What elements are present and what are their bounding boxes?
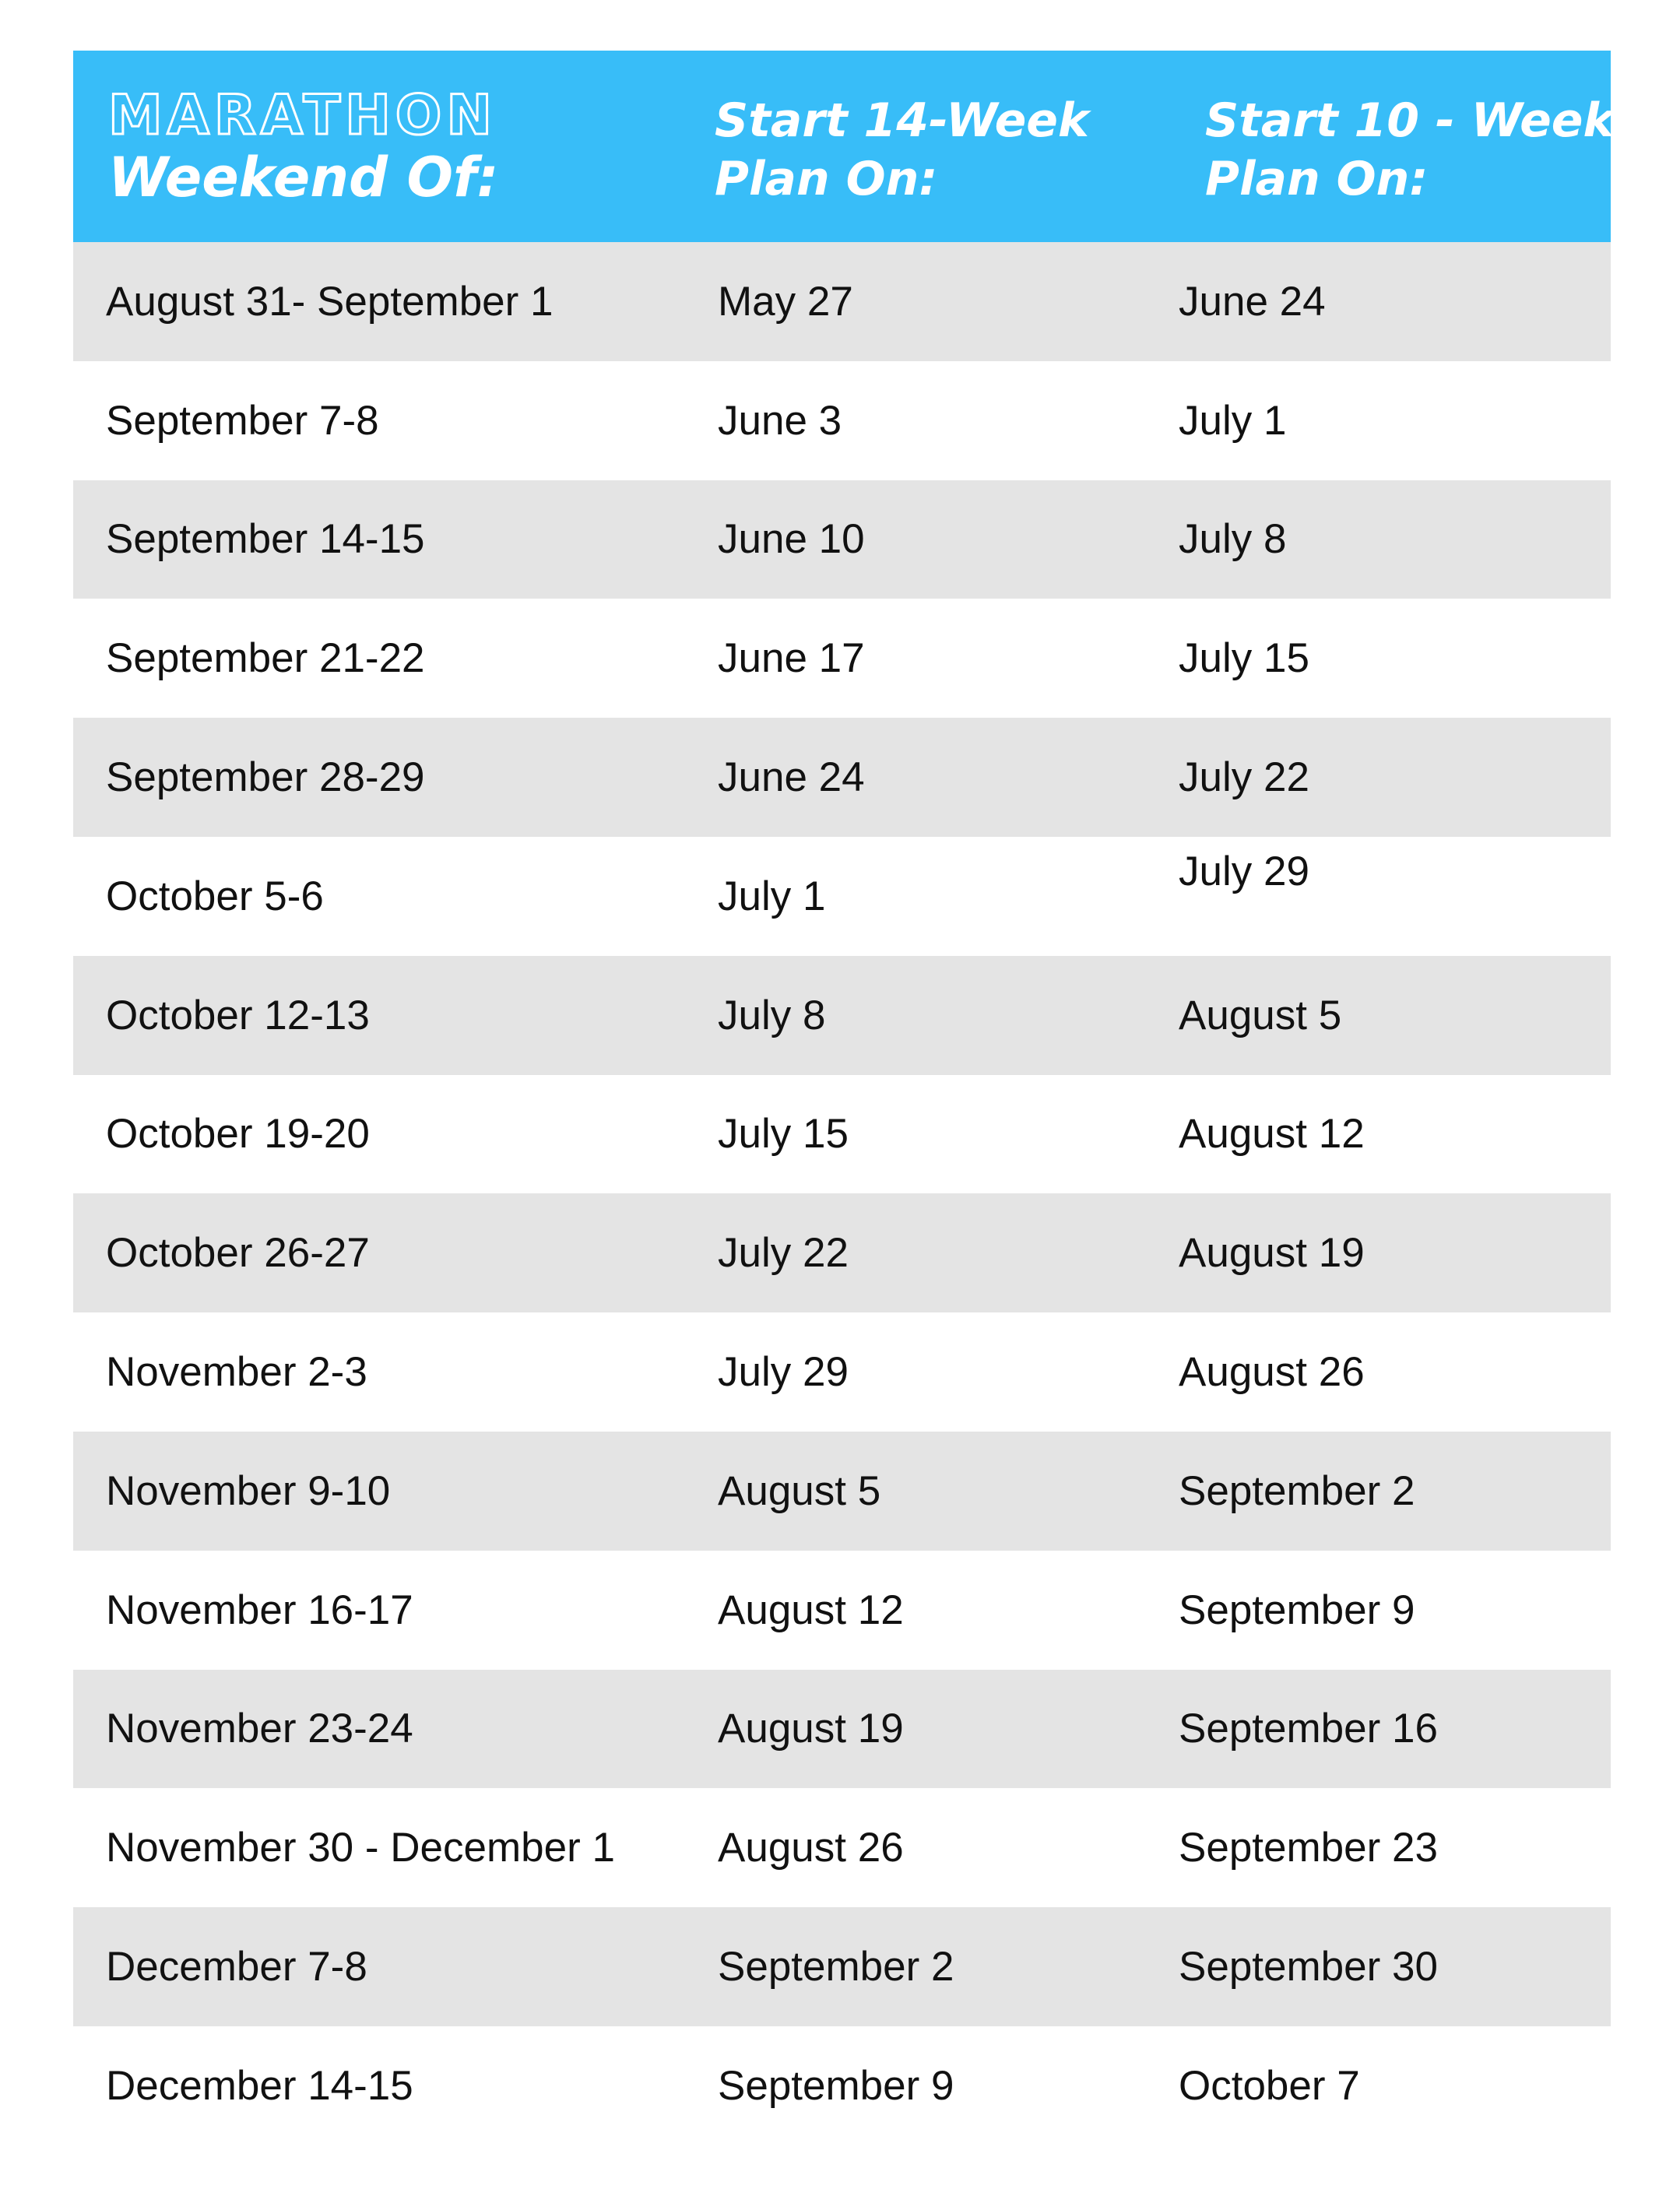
table-row: [73, 1432, 1611, 1551]
header-marathon-word: MARATHON: [108, 83, 497, 147]
start-10-week-cell: July 1: [1179, 397, 1287, 444]
start-10-week-cell: July 29: [1179, 848, 1309, 894]
weekend-cell: December 7-8: [106, 1944, 367, 1990]
start-10-week-cell: August 19: [1179, 1230, 1365, 1277]
start-14-week-cell: May 27: [718, 278, 853, 325]
table-row: [73, 1788, 1611, 1907]
start-10-week-cell: July 22: [1179, 754, 1309, 801]
start-14-week-cell: June 10: [718, 516, 865, 563]
weekend-cell: September 14-15: [106, 516, 425, 563]
table-row: [73, 2026, 1611, 2145]
start-14-week-cell: July 8: [718, 992, 826, 1038]
start-14-week-cell: June 17: [718, 635, 865, 682]
start-14-week-cell: August 26: [718, 1825, 904, 1871]
table-row: [73, 718, 1611, 837]
table-row: [73, 837, 1611, 956]
header-weekend-column: [108, 51, 715, 242]
table-row: [73, 1312, 1611, 1432]
start-10-week-cell: August 12: [1179, 1111, 1365, 1158]
start-10-week-cell: August 5: [1179, 992, 1342, 1038]
start-10-week-cell: September 16: [1179, 1706, 1438, 1752]
header-14-week-line2: Plan On:: [715, 152, 938, 206]
start-14-week-cell: July 22: [718, 1230, 849, 1277]
start-14-week-cell: June 24: [718, 754, 865, 801]
table-row: [73, 480, 1611, 599]
start-10-week-cell: September 2: [1179, 1467, 1415, 1514]
header-weekend-of: Weekend Of:: [108, 146, 499, 209]
weekend-cell: September 28-29: [106, 754, 425, 801]
start-10-week-cell: July 8: [1179, 516, 1287, 563]
header-14-week-line1: Start 14-Week: [715, 93, 1089, 148]
weekend-cell: November 2-3: [106, 1349, 367, 1396]
table-row: [73, 956, 1611, 1075]
weekend-cell: September 21-22: [106, 635, 425, 682]
table-row: [73, 1075, 1611, 1194]
start-14-week-cell: July 29: [718, 1349, 849, 1396]
table-row: [73, 1193, 1611, 1312]
weekend-cell: October 26-27: [106, 1230, 370, 1277]
start-10-week-cell: September 30: [1179, 1944, 1438, 1990]
weekend-cell: October 12-13: [106, 992, 370, 1038]
weekend-cell: October 5-6: [106, 873, 324, 919]
table-row: [73, 1907, 1611, 2026]
start-14-week-cell: July 15: [718, 1111, 849, 1158]
marathon-schedule-table: [73, 51, 1615, 2145]
start-14-week-cell: August 19: [718, 1706, 904, 1752]
weekend-cell: November 30 - December 1: [106, 1825, 615, 1871]
header-14-week-column: [715, 51, 1174, 242]
start-14-week-cell: September 2: [718, 1944, 954, 1990]
header-10-week-line2: Plan On:: [1205, 152, 1429, 206]
start-14-week-cell: August 12: [718, 1586, 904, 1633]
weekend-cell: November 23-24: [106, 1706, 413, 1752]
header-10-week-column: [1205, 51, 1615, 242]
start-10-week-cell: September 23: [1179, 1825, 1438, 1871]
table-row: [73, 599, 1611, 718]
start-14-week-cell: August 5: [718, 1467, 881, 1514]
weekend-cell: September 7-8: [106, 397, 379, 444]
table-row: [73, 361, 1611, 480]
start-10-week-cell: June 24: [1179, 278, 1326, 325]
table-row: [73, 1670, 1611, 1789]
header-10-week-line1: Start 10 - Week: [1205, 93, 1615, 148]
start-10-week-cell: July 15: [1179, 635, 1309, 682]
weekend-cell: November 16-17: [106, 1586, 413, 1633]
start-14-week-cell: September 9: [718, 2062, 954, 2109]
start-14-week-cell: June 3: [718, 397, 842, 444]
start-14-week-cell: July 1: [718, 873, 826, 919]
weekend-cell: December 14-15: [106, 2062, 413, 2109]
table-row: [73, 1551, 1611, 1670]
start-10-week-cell: October 7: [1179, 2062, 1360, 2109]
weekend-cell: November 9-10: [106, 1467, 391, 1514]
start-10-week-cell: September 9: [1179, 1586, 1415, 1633]
table-row: [73, 242, 1611, 361]
start-10-week-cell: August 26: [1179, 1349, 1365, 1396]
table-header: [73, 51, 1615, 242]
weekend-cell: October 19-20: [106, 1111, 370, 1158]
weekend-cell: August 31- September 1: [106, 278, 554, 325]
